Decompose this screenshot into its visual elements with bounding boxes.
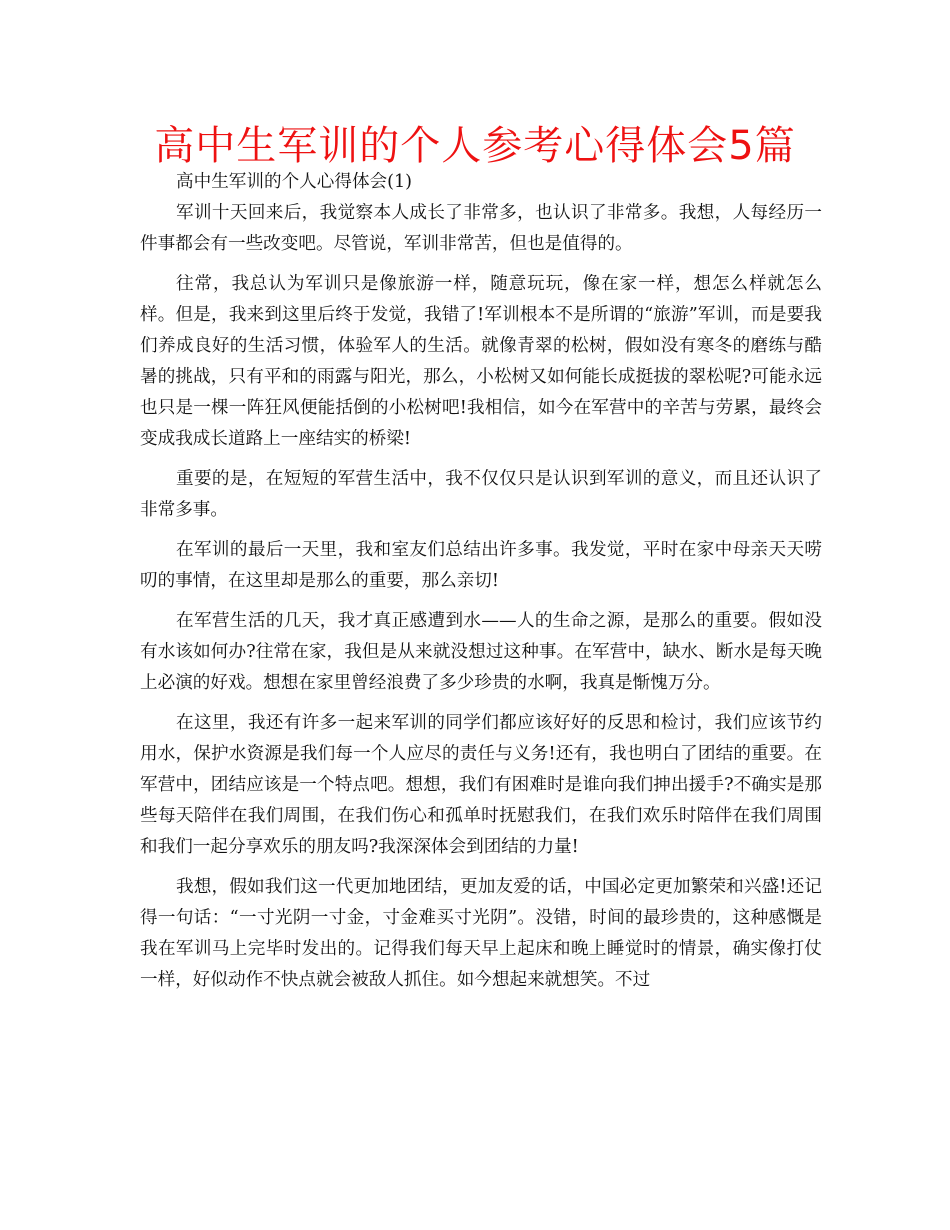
paragraph-3: 重要的是，在短短的军营生活中，我不仅仅只是认识到军训的意义，而且还认识了非常多事。 — [140, 469, 822, 520]
document-body — [140, 167, 822, 1005]
paragraph-4: 在军训的最后一天里，我和室友们总结出许多事。我发觉，平时在家中母亲天天唠叨的事情，在这里却是那么的重要，那么亲切! — [140, 540, 822, 591]
paragraph-2: 往常，我总认为军训只是像旅游一样，随意玩玩，像在家一样，想怎么样就怎么样。但是，我来到这里后终于发觉，我错了!军训根本不是所谓的“旅游”军训，而是要我们养成良好的生活习惯，体验军人的生活。就像青翠的松树，假如没有寒冬的磨练与酷暑的挑战，只有平和的雨露与阳光，那么，小松树又如何能长成挺拔的翠松呢?可能永远也只是一棵一阵狂风便能括倒的小松树吧!我相信，如今在军营中的辛苦与劳累，最终会变成我成长道路上一座结实的桥梁! — [140, 274, 822, 449]
paragraph-6: 在这里，我还有许多一起来军训的同学们都应该好好的反思和检讨，我们应该节约用水，保护水资源是我们每一个人应尽的责任与义务!还有，我也明白了团结的重要。在军营中，团结应该是一个特点吧。想想，我们有困难时是谁向我们抻出援手?不确实是那些每天陪伴在我们周围，在我们伤心和孤单时抚慰我们，在我们欢乐时陪伴在我们周围和我们一起分享欢乐的朋友吗?我深深体会到团结的力量! — [140, 713, 822, 857]
document-subtitle: 高中生军训的个人心得体会(1) — [176, 172, 413, 192]
paragraph-7: 我想，假如我们这一代更加地团结，更加友爱的话，中国必定更加繁荣和兴盛!还记得一句话：“一寸光阴一寸金，寸金难买寸光阴”。没错，时间的最珍贵的，这种感慨是我在军训马上完毕时发出的。记得我们每天早上起床和晚上睡觉时的情景，确实像打仗一样，好似动作不快点就会被敌人抓住。如今想起来就想笑。不过 — [140, 877, 822, 990]
paragraph-5: 在军营生活的几天，我才真正感遭到水——人的生命之源，是那么的重要。假如没有水该如何办?往常在家，我但是从来就没想过这种事。在军营中，缺水、断水是每天晚上必演的好戏。想想在家里曾经浪费了多少珍贵的水啊，我真是惭愧万分。 — [140, 611, 822, 693]
document-title: 高中生军训的个人参考心得体会5篇 — [154, 123, 796, 169]
paragraph-1: 军训十天回来后，我觉察本人成长了非常多，也认识了非常多。我想，人每经历一件事都会有一些改变吧。尽管说，军训非常苦，但也是值得的。 — [140, 203, 822, 254]
